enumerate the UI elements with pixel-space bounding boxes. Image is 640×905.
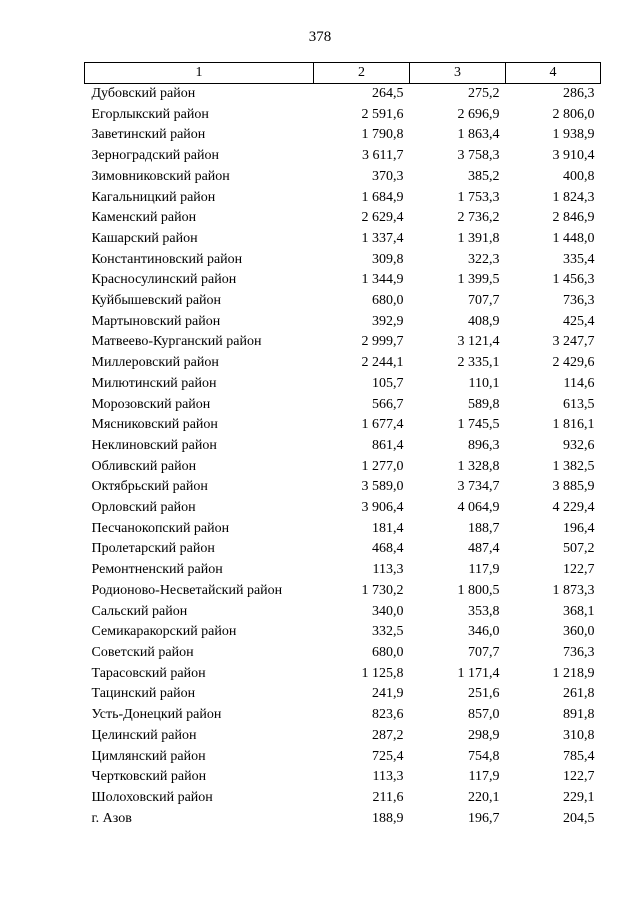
table-row [85, 747, 601, 768]
table-row [85, 560, 601, 581]
value-cell-col-4: 3 910,4 [552, 148, 595, 164]
value-cell-col-2: 1 684,9 [361, 189, 404, 205]
value-cell-col-3: 1 399,5 [457, 272, 500, 288]
value-cell-col-2: 287,2 [372, 727, 404, 743]
district-name-cell: Неклиновский район [91, 437, 217, 453]
value-cell-col-3: 589,8 [468, 396, 500, 412]
value-cell-col-4: 2 429,6 [552, 355, 595, 371]
value-cell-col-4: 785,4 [563, 748, 595, 764]
value-cell-col-2: 2 244,1 [361, 355, 404, 371]
value-cell-col-4: 114,6 [563, 375, 595, 391]
district-name-cell: Егорлыкский район [91, 106, 209, 122]
value-cell-col-3: 251,6 [468, 686, 500, 702]
value-cell-col-4: 2 806,0 [552, 106, 595, 122]
value-cell-col-3: 857,0 [468, 707, 500, 723]
value-cell-col-3: 298,9 [468, 727, 500, 743]
table-row [85, 415, 601, 436]
district-name-cell: Милютинский район [91, 375, 217, 391]
value-cell-col-4: 613,5 [563, 396, 595, 412]
table-row [85, 105, 601, 126]
table-row [85, 519, 601, 540]
column-header-1: 1 [85, 63, 314, 84]
table-row [85, 270, 601, 291]
district-name-cell: Тарасовский район [91, 665, 206, 681]
district-name-cell: Цимлянский район [91, 748, 206, 764]
table-row [85, 188, 601, 209]
value-cell-col-3: 2 335,1 [457, 355, 500, 371]
value-cell-col-4: 3 247,7 [552, 334, 595, 350]
table-row [85, 436, 601, 457]
district-name-cell: Целинский район [91, 727, 197, 743]
value-cell-col-3: 322,3 [468, 251, 500, 267]
value-cell-col-2: 861,4 [372, 437, 404, 453]
table-row [85, 788, 601, 809]
table-row [85, 664, 601, 685]
value-cell-col-4: 3 885,9 [552, 479, 595, 495]
value-cell-col-2: 2 591,6 [361, 106, 404, 122]
table-row [85, 250, 601, 271]
data-table [84, 62, 601, 829]
value-cell-col-3: 188,7 [468, 520, 500, 536]
value-cell-col-2: 340,0 [372, 603, 404, 619]
district-name-cell: Родионово-Несветайский район [91, 582, 283, 598]
district-name-cell: Заветинский район [91, 127, 206, 143]
value-cell-col-2: 264,5 [372, 86, 404, 101]
table-row [85, 146, 601, 167]
value-cell-col-2: 680,0 [372, 644, 404, 660]
table-row [85, 374, 601, 395]
district-name-cell: Мясниковский район [91, 417, 218, 433]
column-header-2: 2 [314, 63, 410, 84]
district-name-cell: г. Азов [91, 810, 132, 826]
page-number: 378 [308, 29, 332, 45]
table-row [85, 622, 601, 643]
value-cell-col-2: 1 277,0 [361, 458, 404, 474]
value-cell-col-2: 566,7 [372, 396, 404, 412]
value-cell-col-2: 3 611,7 [362, 148, 404, 164]
value-cell-col-2: 823,6 [372, 707, 404, 723]
value-cell-col-4: 1 824,3 [552, 189, 595, 205]
value-cell-col-3: 117,9 [468, 562, 500, 578]
value-cell-col-3: 196,7 [468, 810, 500, 826]
value-cell-col-3: 754,8 [468, 748, 500, 764]
value-cell-col-3: 1 863,4 [457, 127, 500, 143]
table-row [85, 395, 601, 416]
value-cell-col-4: 891,8 [563, 707, 595, 723]
district-name-cell: Шолоховский район [91, 789, 213, 805]
district-name-cell: Песчанокопский район [91, 520, 230, 536]
district-name-cell: Матвеево-Курганский район [91, 334, 262, 350]
value-cell-col-3: 1 753,3 [457, 189, 500, 205]
value-cell-col-2: 3 589,0 [361, 479, 404, 495]
column-header-3: 3 [410, 63, 506, 84]
value-cell-col-4: 4 229,4 [552, 500, 595, 516]
value-cell-col-4: 507,2 [563, 541, 595, 557]
value-cell-col-4: 122,7 [563, 562, 595, 578]
value-cell-col-3: 4 064,9 [457, 500, 500, 516]
value-cell-col-3: 117,9 [468, 769, 500, 785]
value-cell-col-4: 932,6 [563, 437, 595, 453]
column-header-4: 4 [506, 63, 601, 84]
district-name-cell: Тацинский район [91, 686, 196, 702]
value-cell-col-4: 1 816,1 [552, 417, 595, 433]
value-cell-col-3: 408,9 [468, 313, 500, 329]
value-cell-col-2: 113,3 [372, 769, 404, 785]
value-cell-col-3: 1 391,8 [457, 230, 500, 246]
table-row [85, 581, 601, 602]
district-name-cell: Мартыновский район [91, 313, 221, 329]
value-cell-col-3: 2 736,2 [457, 210, 500, 226]
value-cell-col-2: 725,4 [372, 748, 404, 764]
value-cell-col-2: 1 677,4 [361, 417, 404, 433]
district-name-cell: Чертковский район [91, 769, 207, 785]
table-row [85, 726, 601, 747]
value-cell-col-2: 1 125,8 [361, 665, 404, 681]
value-cell-col-3: 3 758,3 [457, 148, 500, 164]
district-name-cell: Сальский район [91, 603, 188, 619]
value-cell-col-2: 211,6 [372, 789, 404, 805]
table-row [85, 84, 601, 105]
value-cell-col-4: 736,3 [563, 644, 595, 660]
district-name-cell: Каменский район [91, 210, 197, 226]
header-row [85, 63, 601, 84]
table-row [85, 457, 601, 478]
table-body [85, 84, 601, 830]
table-row [85, 602, 601, 623]
district-name-cell: Орловский район [91, 500, 196, 516]
value-cell-col-3: 353,8 [468, 603, 500, 619]
value-cell-col-3: 1 745,5 [457, 417, 500, 433]
district-name-cell: Миллеровский район [91, 355, 219, 371]
value-cell-col-4: 736,3 [563, 293, 595, 309]
value-cell-col-4: 368,1 [563, 603, 595, 619]
value-cell-col-3: 110,1 [468, 375, 500, 391]
table-row [85, 125, 601, 146]
value-cell-col-2: 241,9 [372, 686, 404, 702]
value-cell-col-2: 188,9 [372, 810, 404, 826]
district-name-cell: Семикаракорский район [91, 624, 237, 640]
value-cell-col-4: 310,8 [563, 727, 595, 743]
table-row [85, 167, 601, 188]
value-cell-col-3: 2 696,9 [457, 106, 500, 122]
value-cell-col-2: 332,5 [372, 624, 404, 640]
district-name-cell: Ремонтненский район [91, 562, 223, 578]
district-name-cell: Зерноградский район [91, 148, 219, 164]
value-cell-col-3: 1 171,4 [457, 665, 500, 681]
value-cell-col-4: 335,4 [563, 251, 595, 267]
table-row [85, 229, 601, 250]
district-name-cell: Пролетарский район [91, 541, 215, 557]
district-name-cell: Обливский район [91, 458, 197, 474]
value-cell-col-4: 286,3 [563, 86, 595, 101]
value-cell-col-3: 896,3 [468, 437, 500, 453]
district-name-cell: Зимовниковский район [91, 168, 230, 184]
value-cell-col-4: 229,1 [563, 789, 595, 805]
district-name-cell: Октябрьский район [91, 479, 208, 495]
district-name-cell: Красносулинский район [91, 272, 237, 288]
value-cell-col-3: 1 800,5 [457, 582, 500, 598]
value-cell-col-4: 261,8 [563, 686, 595, 702]
value-cell-col-4: 400,8 [563, 168, 595, 184]
table-row [85, 291, 601, 312]
value-cell-col-2: 1 344,9 [361, 272, 404, 288]
value-cell-col-3: 346,0 [468, 624, 500, 640]
district-name-cell: Советский район [91, 644, 194, 660]
table-row [85, 498, 601, 519]
table-row [85, 332, 601, 353]
value-cell-col-4: 2 846,9 [552, 210, 595, 226]
value-cell-col-3: 3 734,7 [457, 479, 500, 495]
value-cell-col-4: 1 938,9 [552, 127, 595, 143]
table-row [85, 353, 601, 374]
value-cell-col-4: 1 448,0 [552, 230, 595, 246]
value-cell-col-2: 113,3 [372, 562, 404, 578]
value-cell-col-4: 1 873,3 [552, 582, 595, 598]
table-row [85, 684, 601, 705]
district-name-cell: Кагальницкий район [91, 189, 216, 205]
value-cell-col-3: 707,7 [468, 293, 500, 309]
value-cell-col-2: 3 906,4 [361, 500, 404, 516]
value-cell-col-3: 220,1 [468, 789, 500, 805]
value-cell-col-4: 196,4 [563, 520, 595, 536]
value-cell-col-3: 707,7 [468, 644, 500, 660]
district-name-cell: Куйбышевский район [91, 293, 222, 309]
table-row [85, 539, 601, 560]
value-cell-col-3: 3 121,4 [457, 334, 500, 350]
value-cell-col-4: 1 382,5 [552, 458, 595, 474]
value-cell-col-3: 385,2 [468, 168, 500, 184]
district-name-cell: Дубовский район [91, 86, 196, 101]
value-cell-col-3: 275,2 [468, 86, 500, 101]
value-cell-col-4: 204,5 [563, 810, 595, 826]
district-name-cell: Усть-Донецкий район [91, 707, 222, 723]
table-row [85, 705, 601, 726]
district-name-cell: Кашарский район [91, 230, 198, 246]
value-cell-col-4: 122,7 [563, 769, 595, 785]
table-row [85, 643, 601, 664]
value-cell-col-2: 105,7 [372, 375, 404, 391]
table-row [85, 477, 601, 498]
district-name-cell: Константиновский район [91, 251, 243, 267]
value-cell-col-2: 468,4 [372, 541, 404, 557]
value-cell-col-2: 680,0 [372, 293, 404, 309]
table-row [85, 767, 601, 788]
table-row [85, 809, 601, 830]
value-cell-col-2: 370,3 [372, 168, 404, 184]
value-cell-col-2: 392,9 [372, 313, 404, 329]
table-header [85, 63, 601, 84]
value-cell-col-3: 487,4 [468, 541, 500, 557]
district-name-cell: Морозовский район [91, 396, 211, 412]
value-cell-col-4: 425,4 [563, 313, 595, 329]
value-cell-col-3: 1 328,8 [457, 458, 500, 474]
value-cell-col-2: 309,8 [372, 251, 404, 267]
value-cell-col-2: 2 999,7 [361, 334, 404, 350]
table-row [85, 208, 601, 229]
value-cell-col-4: 1 218,9 [552, 665, 595, 681]
value-cell-col-4: 1 456,3 [552, 272, 595, 288]
value-cell-col-2: 1 790,8 [361, 127, 404, 143]
value-cell-col-2: 2 629,4 [361, 210, 404, 226]
value-cell-col-4: 360,0 [563, 624, 595, 640]
value-cell-col-2: 1 730,2 [361, 582, 404, 598]
table-row [85, 312, 601, 333]
value-cell-col-2: 181,4 [372, 520, 404, 536]
value-cell-col-2: 1 337,4 [361, 230, 404, 246]
